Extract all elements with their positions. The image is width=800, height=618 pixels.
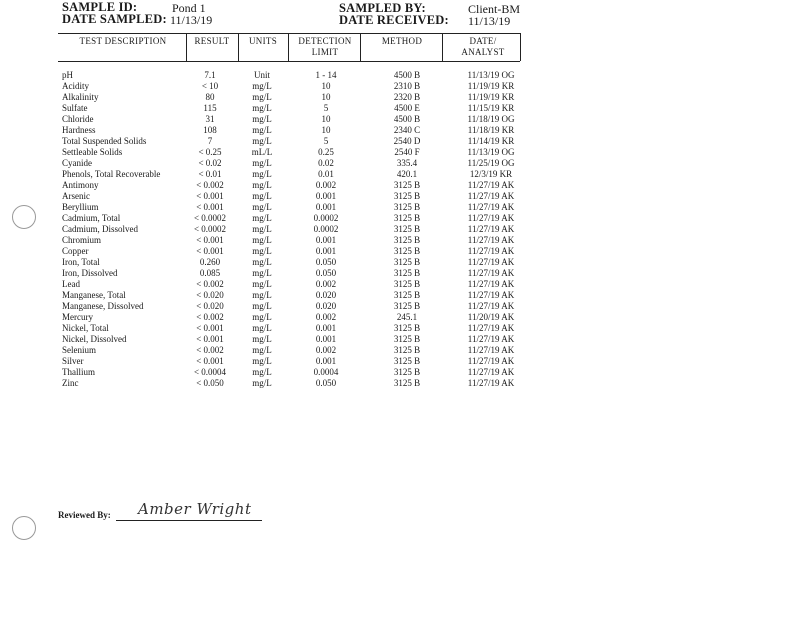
- cell-units: mg/L: [252, 301, 272, 311]
- table-row: [0, 301, 800, 312]
- table-row: [0, 224, 800, 235]
- cell-detection-limit: 0.0002: [313, 224, 339, 234]
- cell-result: 0.085: [199, 268, 221, 278]
- table-row: [0, 290, 800, 301]
- column-divider: [520, 33, 521, 61]
- cell-test-description: pH: [62, 70, 73, 80]
- cell-test-description: Thallium: [62, 367, 95, 377]
- cell-result: < 0.0002: [193, 213, 227, 223]
- punch-hole: [12, 205, 36, 229]
- cell-units: mg/L: [252, 213, 272, 223]
- cell-test-description: Iron, Dissolved: [62, 268, 118, 278]
- column-header-date-analyst: DATE/ ANALYST: [461, 36, 505, 57]
- cell-date-analyst: 11/27/19 AK: [467, 202, 515, 212]
- cell-method: 3125 B: [393, 378, 421, 388]
- cell-result: 115: [203, 103, 217, 113]
- cell-result: < 0.0004: [193, 367, 227, 377]
- cell-detection-limit: 0.02: [318, 158, 334, 168]
- cell-test-description: Iron, Total: [62, 257, 100, 267]
- cell-result: 7: [207, 136, 213, 146]
- cell-result: < 0.001: [196, 246, 224, 256]
- date-sampled-label: DATE SAMPLED:: [62, 12, 167, 26]
- cell-detection-limit: 0.001: [315, 235, 337, 245]
- cell-result: < 0.001: [196, 356, 224, 366]
- cell-units: mg/L: [252, 158, 272, 168]
- cell-units: mL/L: [251, 147, 273, 157]
- cell-method: 3125 B: [393, 279, 421, 289]
- cell-result: < 10: [201, 81, 219, 91]
- cell-test-description: Silver: [62, 356, 84, 366]
- cell-detection-limit: 0.001: [315, 246, 337, 256]
- cell-detection-limit: 0.002: [315, 345, 337, 355]
- cell-detection-limit: 0.001: [315, 323, 337, 333]
- cell-date-analyst: 11/27/19 AK: [467, 235, 515, 245]
- cell-units: mg/L: [252, 114, 272, 124]
- cell-result: < 0.020: [196, 290, 224, 300]
- cell-method: 4500 B: [393, 114, 421, 124]
- cell-detection-limit: 0.002: [315, 279, 337, 289]
- cell-method: 3125 B: [393, 202, 421, 212]
- cell-date-analyst: 11/14/19 KR: [467, 136, 515, 146]
- cell-result: < 0.02: [198, 158, 222, 168]
- table-row: [0, 70, 800, 81]
- cell-test-description: Cyanide: [62, 158, 92, 168]
- cell-units: mg/L: [252, 180, 272, 190]
- cell-detection-limit: 1 - 14: [315, 70, 337, 80]
- cell-units: mg/L: [252, 323, 272, 333]
- cell-test-description: Manganese, Total: [62, 290, 126, 300]
- cell-date-analyst: 11/19/19 KR: [467, 81, 515, 91]
- cell-method: 335.4: [396, 158, 418, 168]
- cell-result: < 0.001: [196, 334, 224, 344]
- cell-method: 3125 B: [393, 323, 421, 333]
- cell-method: 3125 B: [393, 356, 421, 366]
- cell-method: 3125 B: [393, 213, 421, 223]
- table-row: [0, 158, 800, 169]
- cell-date-analyst: 11/27/19 AK: [467, 367, 515, 377]
- table-row: [0, 136, 800, 147]
- cell-date-analyst: 11/18/19 KR: [467, 125, 515, 135]
- cell-units: mg/L: [252, 378, 272, 388]
- sample-id-value: Pond 1: [172, 1, 206, 15]
- table-row: [0, 202, 800, 213]
- cell-date-analyst: 11/27/19 AK: [467, 345, 515, 355]
- cell-detection-limit: 0.0004: [313, 367, 339, 377]
- cell-result: < 0.001: [196, 202, 224, 212]
- cell-units: mg/L: [252, 367, 272, 377]
- cell-result: < 0.001: [196, 235, 224, 245]
- table-header-top-rule: [58, 33, 520, 34]
- cell-units: Unit: [253, 70, 270, 80]
- cell-result: < 0.001: [196, 323, 224, 333]
- cell-detection-limit: 0.0002: [313, 213, 339, 223]
- cell-detection-limit: 0.050: [315, 378, 337, 388]
- cell-detection-limit: 0.020: [315, 290, 337, 300]
- cell-result: < 0.25: [198, 147, 222, 157]
- column-divider: [288, 33, 289, 61]
- table-row: [0, 334, 800, 345]
- cell-method: 3125 B: [393, 191, 421, 201]
- cell-result: 31: [205, 114, 215, 124]
- column-divider: [238, 33, 239, 61]
- cell-detection-limit: 0.001: [315, 334, 337, 344]
- cell-units: mg/L: [252, 224, 272, 234]
- cell-test-description: Mercury: [62, 312, 93, 322]
- cell-date-analyst: 11/13/19 OG: [467, 147, 515, 157]
- cell-test-description: Alkalinity: [62, 92, 99, 102]
- table-row: [0, 246, 800, 257]
- cell-method: 4500 E: [394, 103, 420, 113]
- column-header-result: RESULT: [194, 36, 230, 46]
- cell-test-description: Acidity: [62, 81, 89, 91]
- cell-result: 80: [205, 92, 215, 102]
- cell-result: < 0.0002: [193, 224, 227, 234]
- cell-detection-limit: 5: [323, 103, 329, 113]
- cell-result: 108: [203, 125, 217, 135]
- cell-result: < 0.002: [196, 279, 224, 289]
- cell-method: 3125 B: [393, 180, 421, 190]
- cell-date-analyst: 11/27/19 AK: [467, 246, 515, 256]
- cell-method: 3125 B: [393, 334, 421, 344]
- cell-date-analyst: 11/13/19 OG: [467, 70, 515, 80]
- reviewed-by-label: Reviewed By:: [58, 510, 111, 520]
- cell-detection-limit: 0.002: [315, 312, 337, 322]
- sampled-by-value: Client-BM: [468, 2, 521, 16]
- cell-test-description: Phenols, Total Recoverable: [62, 169, 161, 179]
- cell-date-analyst: 11/27/19 AK: [467, 268, 515, 278]
- cell-test-description: Zinc: [62, 378, 79, 388]
- cell-detection-limit: 0.001: [315, 202, 337, 212]
- cell-method: 3125 B: [393, 235, 421, 245]
- cell-method: 245.1: [396, 312, 418, 322]
- table-row: [0, 114, 800, 125]
- date-sampled-value: 11/13/19: [170, 13, 213, 27]
- column-header-units: UNITS: [249, 36, 277, 46]
- cell-date-analyst: 11/20/19 AK: [467, 312, 515, 322]
- cell-test-description: Manganese, Dissolved: [62, 301, 144, 311]
- cell-units: mg/L: [252, 279, 272, 289]
- table-row: [0, 191, 800, 202]
- cell-method: 3125 B: [393, 301, 421, 311]
- cell-units: mg/L: [252, 268, 272, 278]
- cell-result: < 0.01: [198, 169, 222, 179]
- cell-method: 2320 B: [393, 92, 421, 102]
- cell-method: 3125 B: [393, 345, 421, 355]
- cell-units: mg/L: [252, 290, 272, 300]
- table-row: [0, 103, 800, 114]
- cell-date-analyst: 11/27/19 AK: [467, 279, 515, 289]
- cell-detection-limit: 10: [321, 92, 331, 102]
- cell-units: mg/L: [252, 103, 272, 113]
- cell-result: < 0.002: [196, 180, 224, 190]
- cell-method: 3125 B: [393, 257, 421, 267]
- cell-units: mg/L: [252, 235, 272, 245]
- cell-detection-limit: 0.001: [315, 356, 337, 366]
- table-row: [0, 268, 800, 279]
- cell-units: mg/L: [252, 345, 272, 355]
- cell-method: 3125 B: [393, 268, 421, 278]
- column-divider: [442, 33, 443, 61]
- cell-result: 7.1: [204, 70, 216, 80]
- cell-date-analyst: 11/27/19 AK: [467, 191, 515, 201]
- cell-date-analyst: 11/27/19 AK: [467, 257, 515, 267]
- cell-date-analyst: 11/15/19 KR: [467, 103, 515, 113]
- table-row: [0, 92, 800, 103]
- cell-test-description: Chloride: [62, 114, 94, 124]
- cell-units: mg/L: [252, 312, 272, 322]
- cell-units: mg/L: [252, 334, 272, 344]
- cell-detection-limit: 0.020: [315, 301, 337, 311]
- table-row: [0, 213, 800, 224]
- cell-method: 3125 B: [393, 246, 421, 256]
- cell-detection-limit: 10: [321, 114, 331, 124]
- cell-result: < 0.020: [196, 301, 224, 311]
- cell-test-description: Settleable Solids: [62, 147, 123, 157]
- cell-units: mg/L: [252, 81, 272, 91]
- cell-method: 2540 D: [393, 136, 421, 146]
- cell-test-description: Selenium: [62, 345, 96, 355]
- table-row: [0, 378, 800, 389]
- cell-test-description: Hardness: [62, 125, 96, 135]
- column-divider: [360, 33, 361, 61]
- date-received-value: 11/13/19: [468, 14, 511, 28]
- cell-test-description: Beryllium: [62, 202, 99, 212]
- cell-units: mg/L: [252, 169, 272, 179]
- sample-id-label: SAMPLE ID:: [62, 0, 138, 14]
- cell-detection-limit: 0.25: [318, 147, 334, 157]
- table-row: [0, 257, 800, 268]
- cell-detection-limit: 0.01: [318, 169, 334, 179]
- cell-test-description: Nickel, Dissolved: [62, 334, 127, 344]
- table-row: [0, 180, 800, 191]
- cell-method: 3125 B: [393, 224, 421, 234]
- cell-date-analyst: 11/27/19 AK: [467, 323, 515, 333]
- table-row: [0, 356, 800, 367]
- cell-test-description: Copper: [62, 246, 89, 256]
- table-header-bottom-rule: [58, 61, 520, 62]
- signature-line: [116, 520, 262, 521]
- cell-method: 2540 F: [394, 147, 420, 157]
- cell-date-analyst: 11/27/19 AK: [467, 356, 515, 366]
- cell-method: 3125 B: [393, 290, 421, 300]
- cell-method: 3125 B: [393, 367, 421, 377]
- cell-detection-limit: 0.050: [315, 257, 337, 267]
- cell-units: mg/L: [252, 356, 272, 366]
- cell-test-description: Arsenic: [62, 191, 90, 201]
- column-header-method: METHOD: [381, 36, 423, 46]
- table-row: [0, 169, 800, 180]
- cell-date-analyst: 11/18/19 OG: [467, 114, 515, 124]
- cell-test-description: Cadmium, Dissolved: [62, 224, 138, 234]
- table-row: [0, 312, 800, 323]
- cell-date-analyst: 12/3/19 KR: [469, 169, 513, 179]
- cell-test-description: Cadmium, Total: [62, 213, 121, 223]
- cell-test-description: Antimony: [62, 180, 99, 190]
- cell-date-analyst: 11/27/19 AK: [467, 378, 515, 388]
- cell-result: < 0.001: [196, 191, 224, 201]
- cell-date-analyst: 11/25/19 OG: [467, 158, 515, 168]
- cell-method: 420.1: [396, 169, 418, 179]
- table-row: [0, 323, 800, 334]
- punch-hole: [12, 516, 36, 540]
- cell-detection-limit: 0.050: [315, 268, 337, 278]
- cell-test-description: Sulfate: [62, 103, 88, 113]
- table-row: [0, 279, 800, 290]
- cell-detection-limit: 10: [321, 81, 331, 91]
- cell-method: 4500 B: [393, 70, 421, 80]
- cell-result: < 0.002: [196, 345, 224, 355]
- cell-units: mg/L: [252, 202, 272, 212]
- cell-method: 2310 B: [393, 81, 421, 91]
- cell-units: mg/L: [252, 191, 272, 201]
- table-row: [0, 235, 800, 246]
- cell-method: 2340 C: [393, 125, 421, 135]
- cell-units: mg/L: [252, 257, 272, 267]
- date-received-label: DATE RECEIVED:: [339, 13, 449, 27]
- cell-date-analyst: 11/27/19 AK: [467, 290, 515, 300]
- cell-date-analyst: 11/27/19 AK: [467, 301, 515, 311]
- cell-test-description: Lead: [62, 279, 80, 289]
- cell-date-analyst: 11/27/19 AK: [467, 224, 515, 234]
- cell-units: mg/L: [252, 136, 272, 146]
- cell-date-analyst: 11/27/19 AK: [467, 180, 515, 190]
- table-row: [0, 345, 800, 356]
- table-row: [0, 147, 800, 158]
- table-row: [0, 367, 800, 378]
- cell-detection-limit: 0.001: [315, 191, 337, 201]
- cell-units: mg/L: [252, 125, 272, 135]
- cell-date-analyst: 11/27/19 AK: [467, 213, 515, 223]
- table-row: [0, 125, 800, 136]
- cell-detection-limit: 5: [323, 136, 329, 146]
- cell-units: mg/L: [252, 92, 272, 102]
- cell-units: mg/L: [252, 246, 272, 256]
- cell-test-description: Nickel, Total: [62, 323, 109, 333]
- sampled-by-label: SAMPLED BY:: [339, 1, 426, 15]
- cell-detection-limit: 0.002: [315, 180, 337, 190]
- reviewer-signature: Amber Wright: [138, 500, 252, 518]
- cell-date-analyst: 11/19/19 KR: [467, 92, 515, 102]
- column-divider: [186, 33, 187, 61]
- column-header-detection-limit: DETECTION LIMIT: [298, 36, 352, 57]
- cell-result: 0.260: [199, 257, 221, 267]
- cell-result: < 0.050: [196, 378, 224, 388]
- cell-test-description: Total Suspended Solids: [62, 136, 147, 146]
- cell-detection-limit: 10: [321, 125, 331, 135]
- table-row: [0, 81, 800, 92]
- cell-date-analyst: 11/27/19 AK: [467, 334, 515, 344]
- column-header-test-description: TEST DESCRIPTION: [79, 36, 167, 46]
- cell-result: < 0.002: [196, 312, 224, 322]
- cell-test-description: Chromium: [62, 235, 102, 245]
